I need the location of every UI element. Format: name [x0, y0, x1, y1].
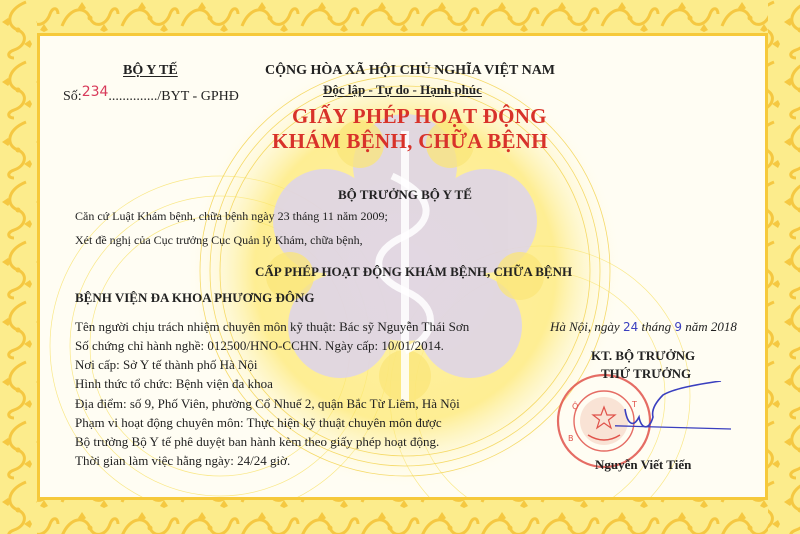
number-label: Số:	[63, 89, 82, 104]
detail-license-number: Số chứng chỉ hành nghề: 012500/HNO-CCHN. Ngày cấp: 10/01/2014.	[75, 338, 444, 353]
ministry-label: BỘ Y TẾ	[123, 63, 178, 78]
handwritten-signature-icon	[615, 381, 735, 441]
preamble-line-1: Căn cứ Luật Khám bệnh, chữa bệnh ngày 23 tháng 11 năm 2009;	[75, 209, 388, 223]
issuing-authority: BỘ TRƯỞNG BỘ Y TẾ	[338, 187, 472, 202]
national-motto: Độc lập - Tự do - Hạnh phúc	[323, 82, 482, 97]
date-month: 9	[674, 320, 682, 334]
signer-name: Nguyễn Viết Tiến	[595, 457, 692, 472]
number-suffix: /BYT - GPHĐ	[157, 89, 239, 104]
detail-scope-line2: Bộ trưởng Bộ Y tế phê duyệt ban hành kèm theo giấy phép hoạt động.	[75, 434, 440, 449]
certificate-body	[37, 33, 768, 500]
detail-address: Địa điểm: số 9, Phố Viên, phường Cổ Nhuế 2, quận Bắc Từ Liêm, Hà Nội	[75, 396, 460, 411]
detail-issued-by: Nơi cấp: Sở Y tế thành phố Hà Nội	[75, 357, 258, 372]
date-prefix: Hà Nội, ngày	[550, 319, 620, 334]
signature-title-1: KT. BỘ TRƯỞNG	[591, 348, 696, 363]
date-day: 24	[622, 320, 639, 334]
detail-responsible-person: Tên người chịu trách nhiệm chuyên môn kỹ thuật: Bác sỹ Nguyễn Thái Sơn	[75, 319, 470, 334]
certificate-title-line2: KHÁM BỆNH, CHỮA BỆNH	[272, 129, 548, 153]
detail-working-hours: Thời gian làm việc hằng ngày: 24/24 giờ.	[75, 453, 291, 468]
preamble-line-2: Xét đề nghị của Cục trưởng Cục Quản lý Khám, chữa bệnh,	[75, 233, 363, 247]
svg-text:B: B	[568, 434, 574, 443]
signature-title-2: THỨ TRƯỞNG	[601, 366, 692, 381]
number-value: 234	[81, 84, 109, 100]
date-year: năm 2018	[685, 319, 737, 334]
facility-name: BỆNH VIỆN ĐA KHOA PHƯƠNG ĐÔNG	[75, 290, 315, 305]
svg-text:T: T	[632, 400, 637, 409]
country-name: CỘNG HÒA XÃ HỘI CHỦ NGHĨA VIỆT NAM	[265, 63, 556, 78]
svg-text:Ộ: Ộ	[572, 402, 579, 411]
certificate-title-line1: GIẤY PHÉP HOẠT ĐỘNG	[292, 104, 547, 128]
decision-heading: CẤP PHÉP HOẠT ĐỘNG KHÁM BỆNH, CHỮA BỆNH	[255, 264, 573, 279]
detail-scope-line1: Phạm vi hoạt động chuyên môn: Thực hiện kỹ thuật chuyên môn được	[75, 415, 442, 430]
detail-organization-type: Hình thức tổ chức: Bệnh viện đa khoa	[75, 376, 273, 391]
document-number	[63, 84, 239, 105]
issue-date	[550, 319, 737, 335]
number-dots: ..............	[108, 89, 158, 104]
date-month-label: tháng	[641, 319, 672, 334]
